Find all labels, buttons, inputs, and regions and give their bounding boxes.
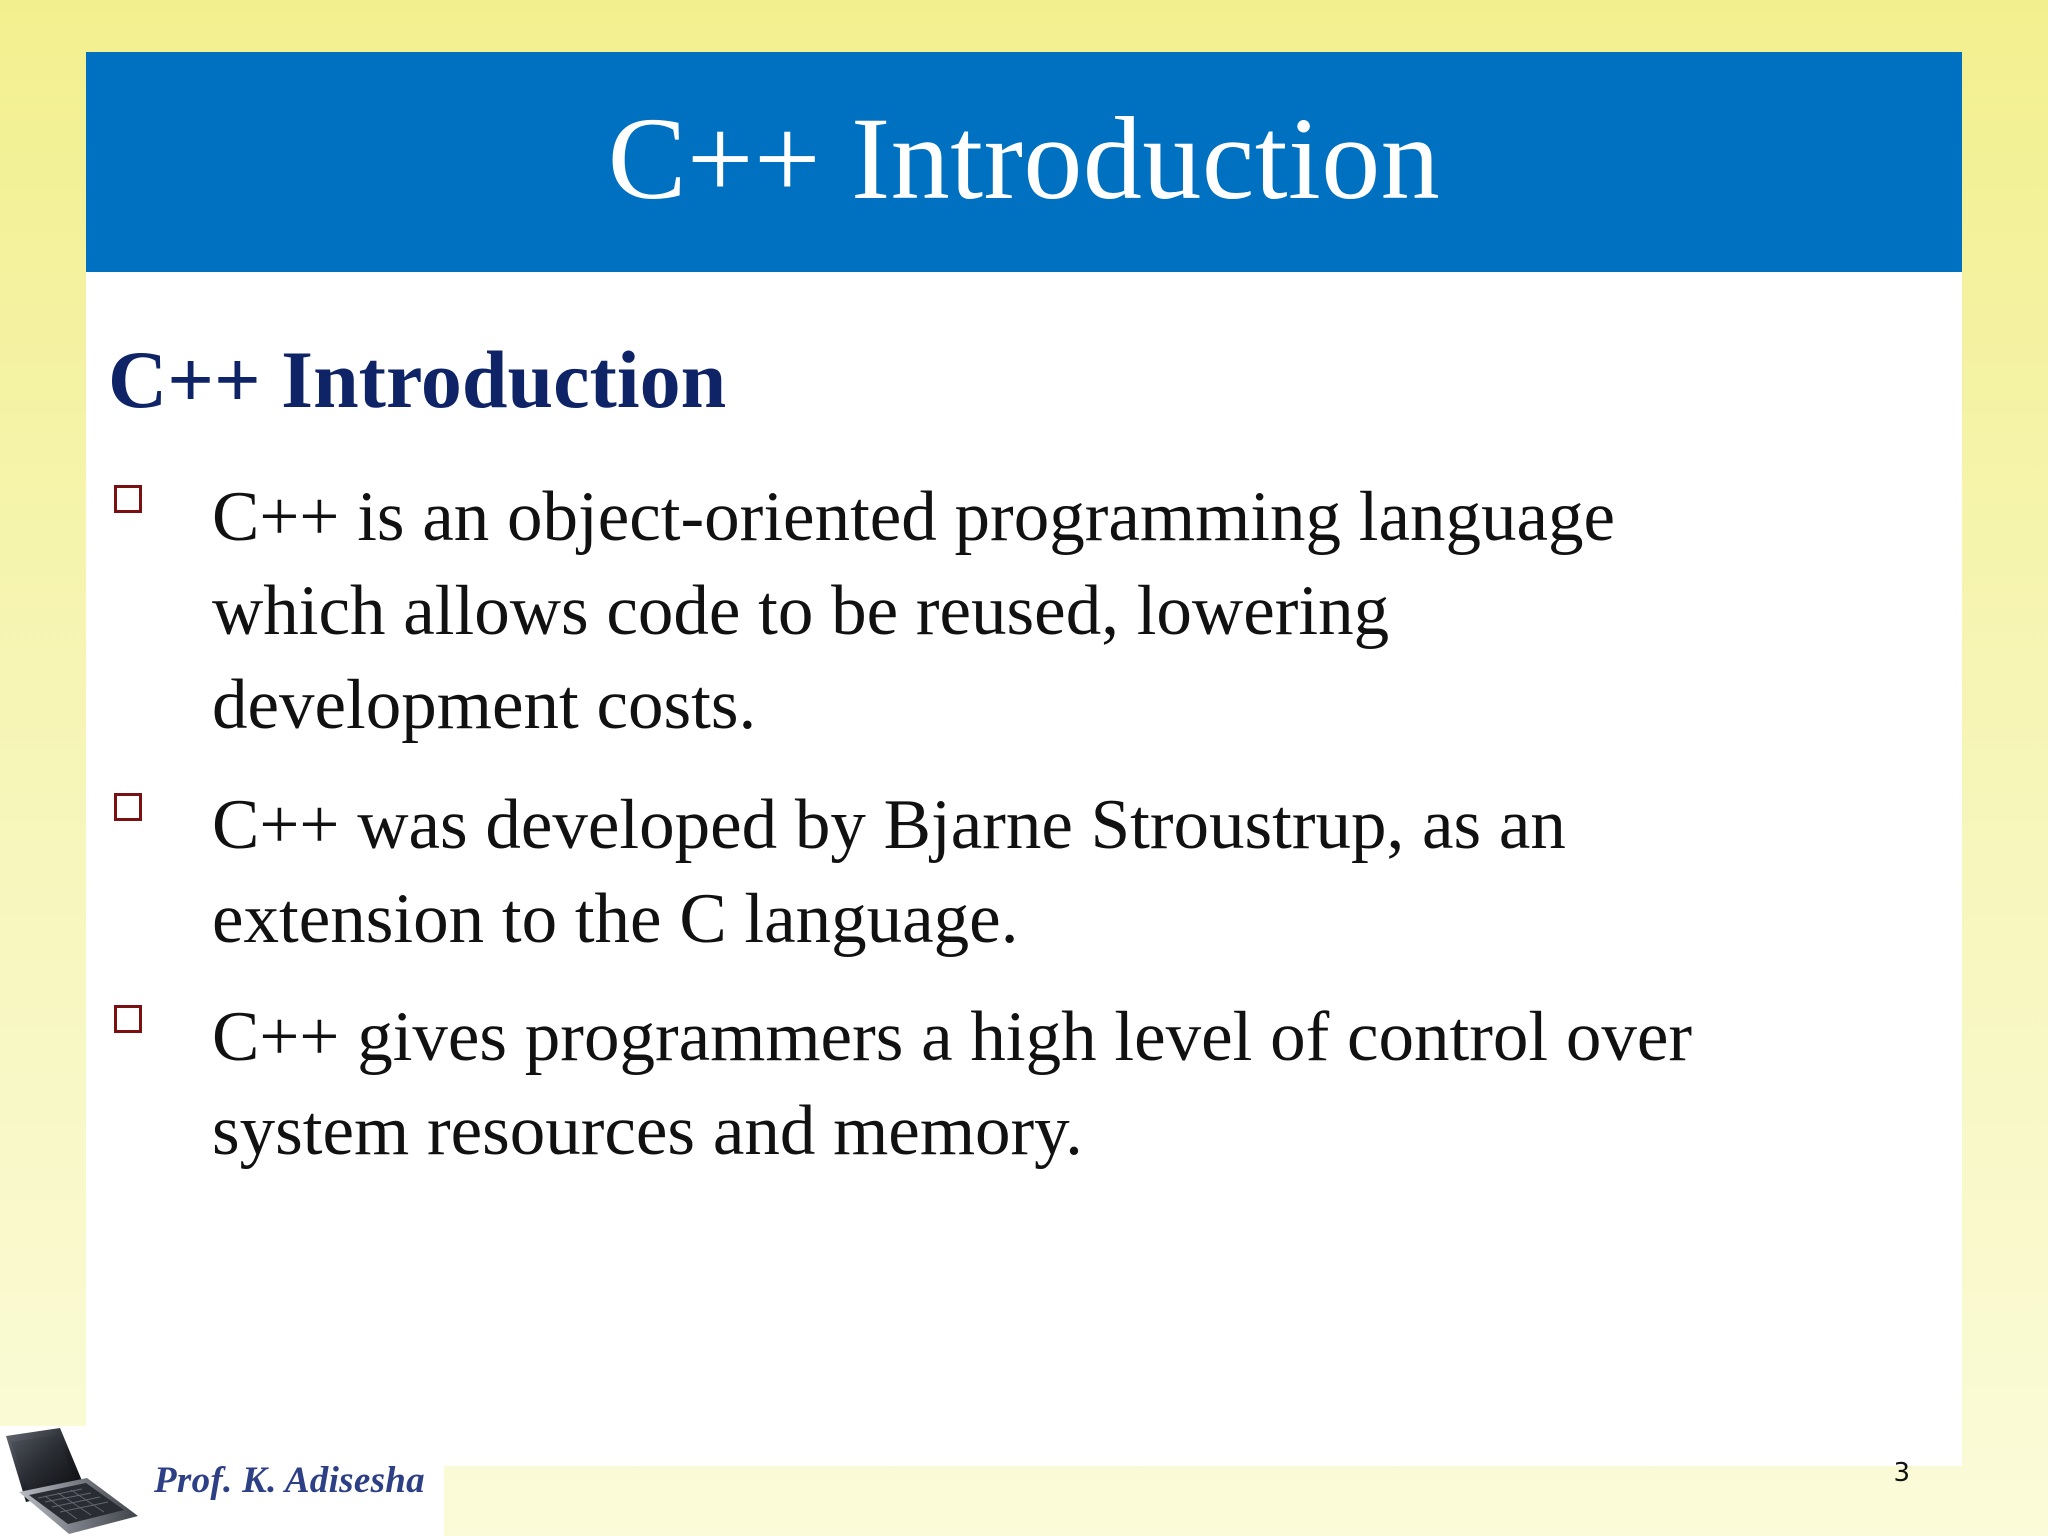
bullet-line: C++ was developed by Bjarne Stroustrup, as an <box>212 786 1566 864</box>
author-signature: Prof. K. Adisesha <box>154 1460 425 1501</box>
bullet-line: C++ is an object-oriented programming language <box>212 478 1616 556</box>
bullet-text-3 <box>212 990 1892 1178</box>
square-bullet-icon <box>114 485 142 513</box>
bullet-line: development costs. <box>212 666 757 744</box>
title-bar <box>86 52 1962 272</box>
author-footer <box>0 1426 444 1536</box>
bullet-line: system resources and memory. <box>212 1092 1083 1170</box>
section-heading: C++ Introduction <box>108 334 727 425</box>
bullet-text-2 <box>212 778 1892 966</box>
bullet-line: which allows code to be reused, lowering <box>212 572 1390 650</box>
square-bullet-icon <box>114 793 142 821</box>
bullet-line: C++ gives programmers a high level of control over <box>212 998 1692 1076</box>
bullet-line: extension to the C language. <box>212 880 1019 958</box>
square-bullet-icon <box>114 1005 142 1033</box>
slide-title: C++ Introduction <box>607 93 1441 224</box>
bullet-text-1 <box>212 470 1892 752</box>
page-number: 3 <box>1893 1458 1910 1488</box>
laptop-icon <box>0 1426 142 1536</box>
